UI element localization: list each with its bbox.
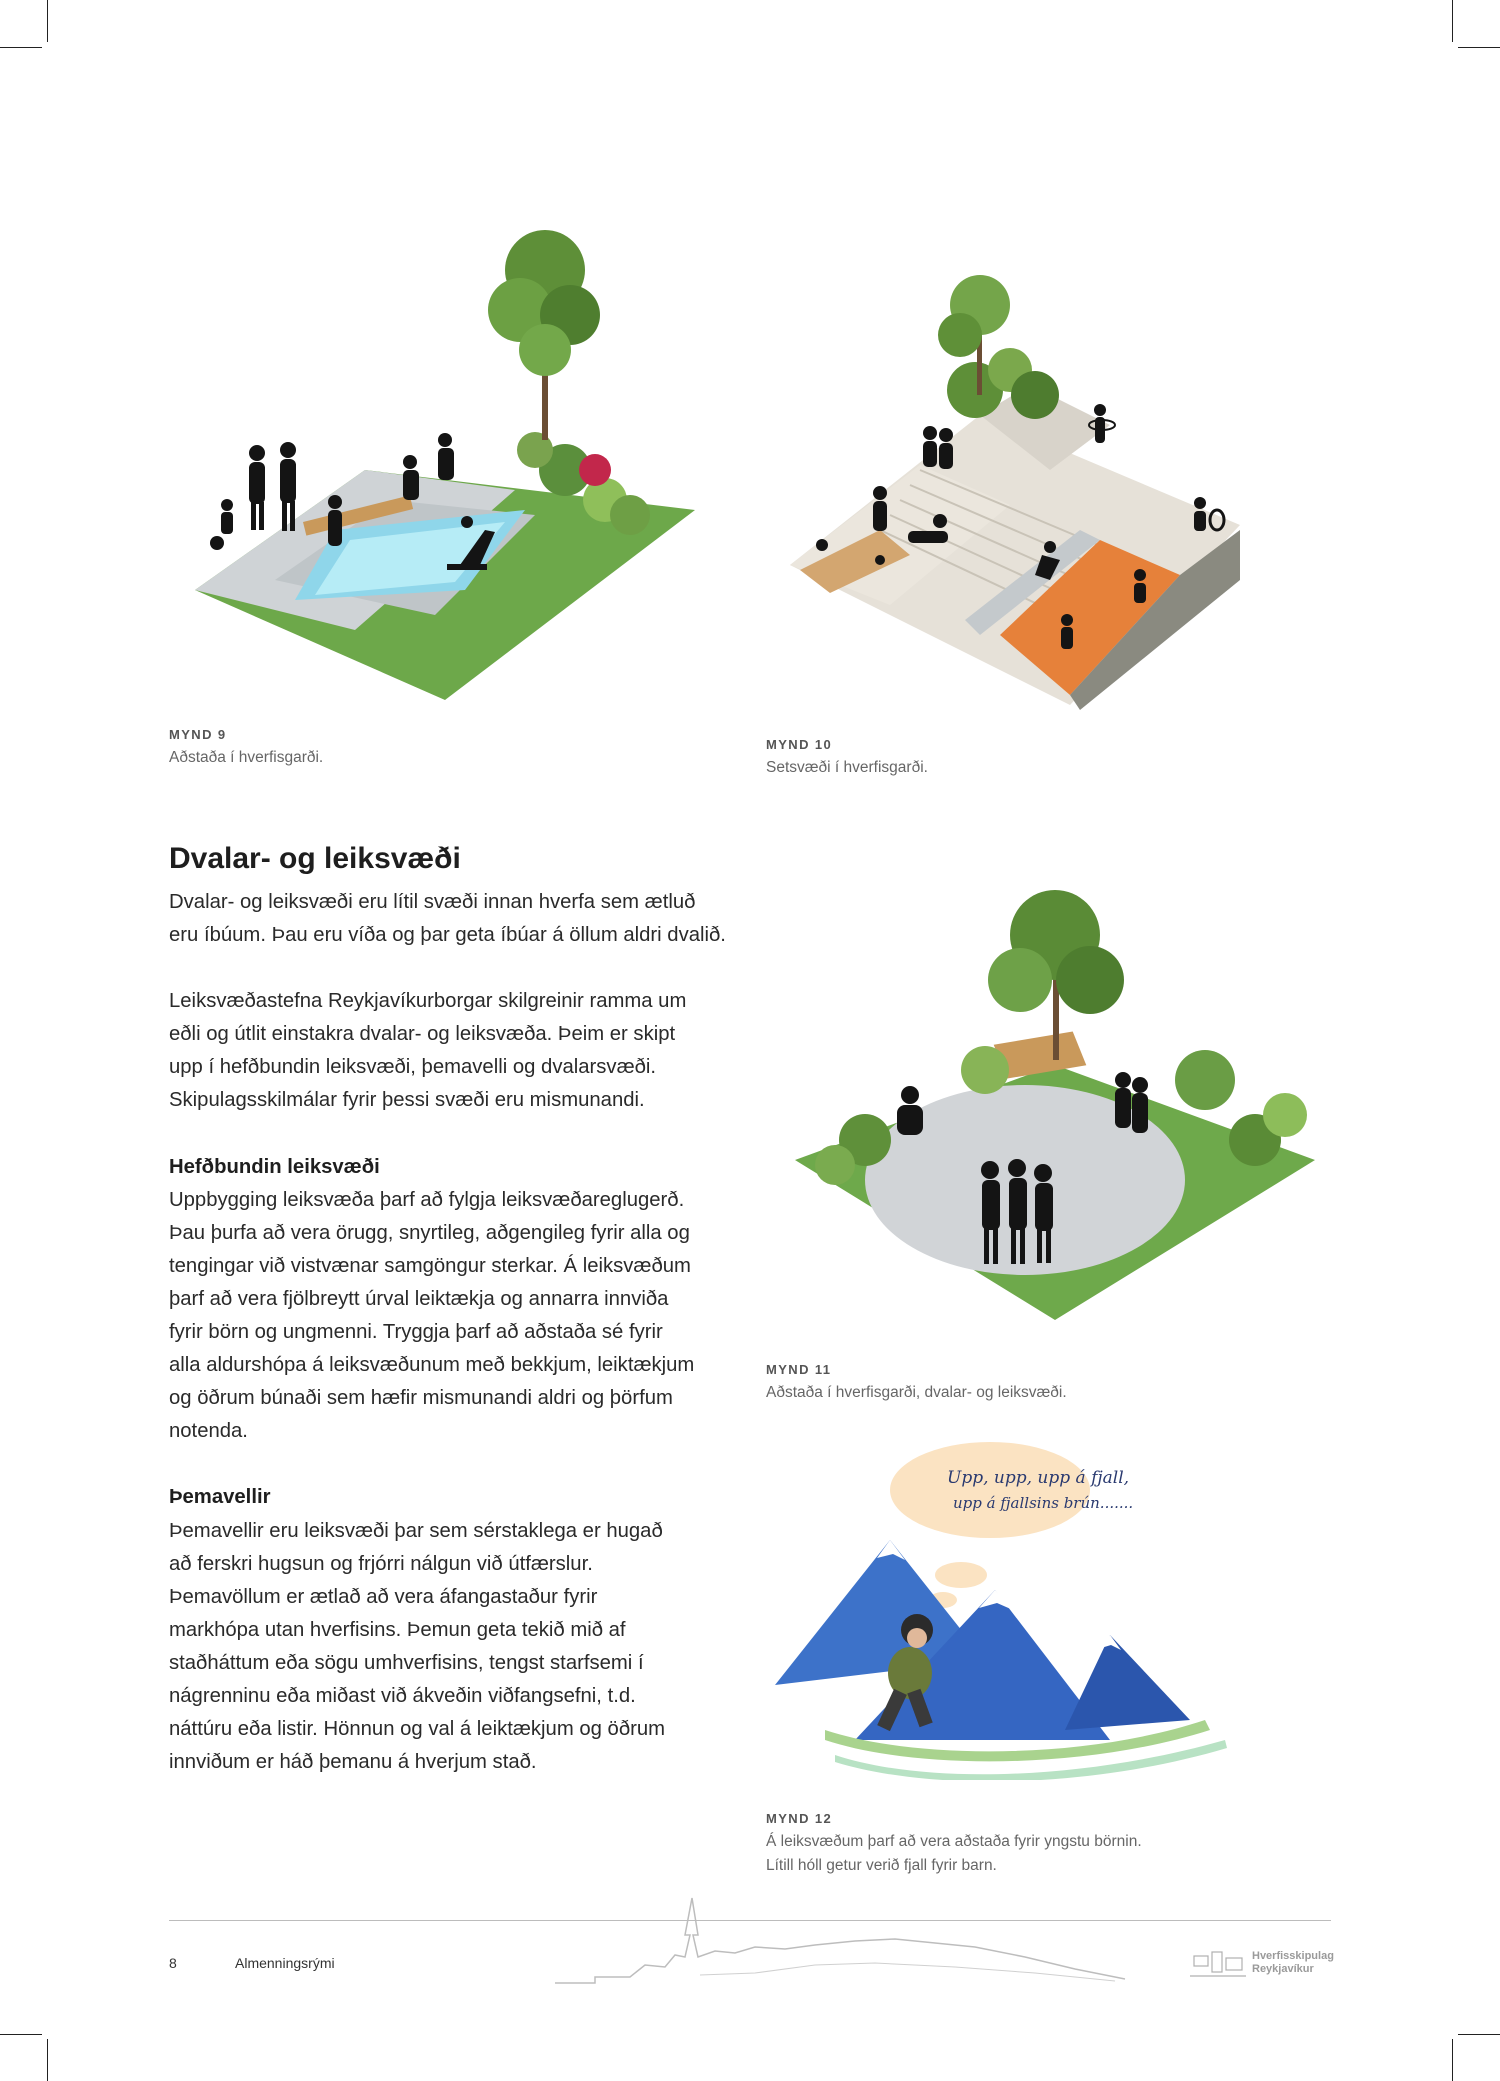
figure-10-illustration — [780, 275, 1260, 715]
brand-line-2: Reykjavíkur — [1252, 1963, 1314, 1975]
crop-mark — [1452, 2039, 1453, 2081]
figure-caption-line-2: Lítill hóll getur verið fjall fyrir barn. — [766, 1857, 997, 1874]
crop-mark — [47, 0, 48, 42]
crop-mark — [1458, 47, 1500, 48]
text-line: notenda. — [169, 1420, 248, 1443]
subheading-traditional-playgrounds: Hefðbundin leiksvæði — [169, 1155, 380, 1178]
brand-name — [1252, 1950, 1334, 1976]
figure-caption-line-1: Á leiksvæðum þarf að vera aðstaða fyrir yngstu börnin. — [766, 1833, 1142, 1850]
text-line: Þemavellir eru leiksvæði þar sem sérstaklega er hugað — [169, 1519, 663, 1542]
text-line: að ferskri hugsun og frjórri nálgun við útfærslur. — [169, 1552, 593, 1575]
figure-label: MYND 9 — [169, 727, 227, 742]
brand-logo-icon — [1188, 1948, 1248, 1982]
text-line: eru íbúum. Þau eru víða og þar geta íbúar á öllum aldri dvalið. — [169, 924, 726, 947]
figure-caption: Aðstaða í hverfisgarði. — [169, 749, 324, 766]
figure-caption: Setsvæði í hverfisgarði. — [766, 759, 928, 776]
figure-12-illustration — [765, 1440, 1235, 1780]
text-line: Dvalar- og leiksvæði eru lítil svæði innan hverfa sem ætluð — [169, 891, 696, 913]
subheading-theme-parks: Þemavellir — [169, 1486, 271, 1509]
body-text-column — [169, 886, 769, 1779]
figure-label: MYND 11 — [766, 1362, 832, 1377]
text-line: þarf að vera fjölbreytt úrval leiktækja og annarra innviða — [169, 1287, 669, 1310]
text-line: tengingar við vistvænar samgöngur sterkar. Á leiksvæðum — [169, 1254, 691, 1277]
text-line: Leiksvæðastefna Reykjavíkurborgar skilgreinir ramma um — [169, 990, 687, 1013]
text-line: Þau þurfa að vera örugg, snyrtileg, aðgengileg fyrir alla og — [169, 1221, 690, 1244]
speech-bubble-line-2: upp á fjallsins brún....... — [953, 1494, 1134, 1512]
section-name: Almenningsrými — [235, 1955, 335, 1971]
text-line: nágrenninu eða miðast við ákveðin viðfangsefni, t.d. — [169, 1684, 636, 1707]
text-line: staðháttum eða sögu umhverfisins, tengst starfsemi í — [169, 1651, 644, 1674]
figure-caption: Aðstaða í hverfisgarði, dvalar- og leiksvæði. — [766, 1384, 1067, 1401]
crop-mark — [1452, 0, 1453, 42]
text-line: upp í hefðbundin leiksvæði, þemavelli og dvalarsvæði. — [169, 1056, 657, 1079]
text-line: Uppbygging leiksvæða þarf að fylgja leiksvæðareglugerð. — [169, 1188, 685, 1211]
crop-mark — [0, 47, 42, 48]
skyline-drawing — [555, 1895, 1135, 1995]
crop-mark — [47, 2039, 48, 2081]
section-heading: Dvalar- og leiksvæði — [169, 842, 461, 875]
figure-11-illustration — [785, 880, 1325, 1320]
theme-parks-paragraph — [169, 1515, 769, 1780]
text-line: alla aldurshópa á leiksvæðunum með bekkjum, leiktækjum — [169, 1354, 695, 1377]
crop-mark — [0, 2034, 42, 2035]
brand-line-1: Hverfisskipulag — [1252, 1950, 1334, 1962]
text-line: og öðrum búnaði sem hæfir mismunandi aldri og þörfum — [169, 1387, 673, 1410]
crop-mark — [1458, 2034, 1500, 2035]
text-line: markhópa utan hverfisins. Þemun geta tekið mið af — [169, 1618, 626, 1641]
text-line: Þemavöllum er ætlað að vera áfangastaður fyrir — [169, 1585, 598, 1608]
figure-label: MYND 12 — [766, 1811, 833, 1826]
text-line: eðli og útlit einstakra dvalar- og leiksvæða. Þeim er skipt — [169, 1023, 676, 1046]
intro-paragraph — [169, 886, 769, 952]
text-line: náttúru eða listir. Hönnun og val á leiktækjum og öðrum — [169, 1718, 666, 1741]
policy-paragraph — [169, 985, 769, 1117]
text-line: fyrir börn og ungmenni. Tryggja þarf að aðstaða sé fyrir — [169, 1321, 663, 1344]
speech-bubble-line-1: Upp, upp, upp á fjall, — [947, 1468, 1130, 1488]
text-line: innviðum er háð þemanu á hverjum stað. — [169, 1751, 537, 1774]
figure-9-illustration — [185, 210, 705, 710]
page-number: 8 — [169, 1955, 177, 1971]
text-line: Skipulagsskilmálar fyrir þessi svæði eru mismunandi. — [169, 1089, 645, 1112]
figure-label: MYND 10 — [766, 737, 833, 752]
traditional-playgrounds-paragraph — [169, 1184, 769, 1449]
